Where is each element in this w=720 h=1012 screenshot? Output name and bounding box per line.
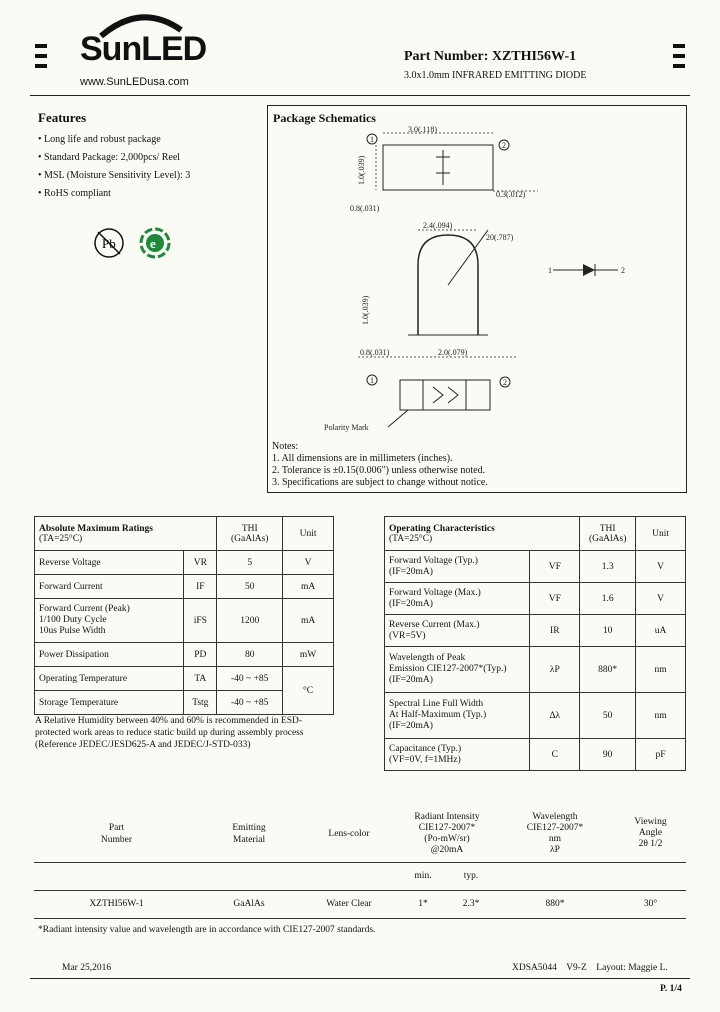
angle-cell: 30° [643,899,658,909]
circuit-pin-1: 1 [548,266,552,275]
part-selection-table [34,806,686,919]
op-char-val: 1.3 [580,551,636,583]
package-schematic-title: Package Schematics [273,111,376,125]
feature-item: • Standard Package: 2,000pcs/ Reel [38,149,190,167]
op-char-sym: λP [530,647,580,693]
op-char-param: Forward Voltage (Max.) (IF=20mA) [385,583,530,615]
callout-2: 2 [502,141,506,150]
callout-2-bottom: 2 [503,378,507,387]
note-item: 2. Tolerance is ±0.15(0.006") unless otherwise noted. [272,465,486,476]
feature-item: • Long life and robust package [38,131,190,149]
abs-max-val: 80 [217,643,283,667]
abs-max-sym: IF [184,575,217,599]
left-edge-bar [35,44,47,48]
radiant-footnote: *Radiant intensity value and wavelength are in accordance with CIE127-2007 standards. [38,925,376,935]
website-link[interactable]: www.SunLEDusa.com [80,76,189,88]
dim-top: 3.0(.118) [408,125,438,134]
humidity-note: A Relative Humidity between 40% and 60% is recommended in ESD-protected work areas to reduce static build up during assembly process (Reference JEDEC/JESD625-A and JEDEC/J-STD-033) [35,716,304,750]
feature-item: • MSL (Moisture Sensitivity Level): 3 [38,167,190,185]
op-char-sym: Δλ [530,693,580,739]
left-edge-bar [35,54,47,58]
material-cell: GaAlAs [233,899,265,909]
col-part-number: Part Number [100,822,133,845]
svg-text:e: e [150,236,156,251]
abs-max-val: 5 [217,551,283,575]
document-id: XDSA5044 V9-Z Layout: Maggie L. [512,963,668,973]
op-char-param: Spectral Line Full Width At Half-Maximum (Typ.) (IF=20mA) [385,693,530,739]
abs-max-col-unit: Unit [283,517,334,551]
op-char-val: 1.6 [580,583,636,615]
callout-1: 1 [370,135,374,144]
op-char-param: Forward Voltage (Typ.) (IF=20mA) [385,551,530,583]
pb-free-icon [92,226,126,260]
feature-item: • RoHS compliant [38,185,190,203]
notes-heading: Notes: [272,441,299,452]
brand-logo: SunLED [80,30,207,68]
op-char-unit: V [636,583,686,615]
op-char-val: 10 [580,615,636,647]
col-wavelength: Wavelength CIE127-2007* nm λP [526,811,584,855]
right-edge-bar [673,54,685,58]
op-char-col-unit: Unit [636,517,686,551]
wavelength-cell: 880* [545,899,565,909]
abs-max-header [35,517,217,551]
abs-max-unit: °C [283,667,334,715]
abs-max-val: -40 ~ +85 [217,667,283,691]
product-subtitle: 3.0x1.0mm INFRARED EMITTING DIODE [404,70,587,81]
abs-max-param: Power Dissipation [35,643,184,667]
rohs-icon [138,226,172,260]
abs-max-cond: (TA=25°C) [39,533,83,544]
abs-max-sym: PD [184,643,217,667]
abs-max-unit: mA [283,599,334,643]
dim-bottom-a: 0.8(.031) [360,348,390,357]
abs-max-sym: TA [184,667,217,691]
op-char-val: 50 [580,693,636,739]
abs-max-val: -40 ~ +85 [217,691,283,715]
radiant-typ-cell: 2.3* [462,899,480,909]
abs-max-sym: Tstg [184,691,217,715]
op-char-unit: nm [636,693,686,739]
op-char-sym: VF [530,583,580,615]
op-char-unit: pF [636,739,686,771]
op-char-sym: C [530,739,580,771]
op-char-sym: VF [530,551,580,583]
callout-1-bottom: 1 [370,376,374,385]
left-edge-bar [35,64,47,68]
note-item: 1. All dimensions are in millimeters (inches). [272,453,453,464]
op-char-param: Capacitance (Typ.) (VF=0V, f=1MHz) [385,739,530,771]
circuit-pin-2: 2 [621,266,625,275]
document-date: Mar 25,2016 [62,963,112,973]
features-title: Features [38,110,87,125]
header-divider [30,95,690,96]
col-min: min. [414,871,432,881]
abs-max-sym: VR [184,551,217,575]
op-char-col-thi: THI (GaAlAs) [580,517,636,551]
op-char-param: Wavelength of Peak Emission CIE127-2007*(Typ.) (IF=20mA) [385,647,530,693]
abs-max-sym: iFS [184,599,217,643]
col-radiant-intensity: Radiant Intensity CIE127-2007* (Po-mW/sr) @20mA [414,811,480,855]
abs-max-param: Forward Current (Peak) 1/100 Duty Cycle 10us Pulse Width [35,599,184,643]
lens-cell: Water Clear [326,899,372,909]
abs-max-param: Forward Current [35,575,184,599]
dim-tilt: 20(.787) [486,233,514,242]
col-lens-color: Lens-color [328,828,370,839]
schematic-notes [272,441,488,489]
col-typ: typ. [463,871,479,881]
polarity-mark-label: Polarity Mark [324,423,369,432]
abs-max-unit: mA [283,575,334,599]
radiant-min-cell: 1* [418,899,428,909]
abs-max-unit: mW [283,643,334,667]
dim-vert: 1.0(.039) [361,295,370,325]
dim-bottom-b: 2.0(.079) [438,348,468,357]
op-char-val: 880* [580,647,636,693]
op-char-unit: uA [636,615,686,647]
absolute-max-ratings-table [34,516,334,715]
operating-characteristics-table [384,516,686,771]
abs-max-title: Absolute Maximum Ratings [39,523,154,534]
op-char-val: 90 [580,739,636,771]
abs-max-col-thi: THI (GaAlAs) [217,517,283,551]
op-char-header [385,517,580,551]
footer-divider [30,978,690,979]
op-char-unit: nm [636,647,686,693]
package-schematic-drawing [268,125,686,435]
col-emitting-material: Emitting Material [232,822,266,845]
dim-side: 0.8(.031) [350,204,380,213]
abs-max-param: Storage Temperature [35,691,184,715]
abs-max-val: 50 [217,575,283,599]
abs-max-val: 1200 [217,599,283,643]
abs-max-param: Operating Temperature [35,667,184,691]
op-char-unit: V [636,551,686,583]
col-viewing-angle: Viewing Angle 2θ 1/2 [634,817,667,850]
part-number-title: Part Number: XZTHI56W-1 [404,49,577,64]
dim-arc: 2.4(.094) [423,221,453,230]
features-list [38,131,190,203]
svg-text:Pb: Pb [102,236,116,251]
dim-left: 1.0(.039) [357,155,366,185]
right-edge-bar [673,64,685,68]
dim-right: 0.3(.012) [496,190,526,199]
op-char-param: Reverse Current (Max.) (VR=5V) [385,615,530,647]
op-char-sym: IR [530,615,580,647]
op-char-cond: (TA=25°C) [389,533,433,544]
op-char-title: Operating Characteristics [389,523,495,534]
abs-max-param: Reverse Voltage [35,551,184,575]
right-edge-bar [673,44,685,48]
abs-max-unit: V [283,551,334,575]
page-number: P. 1/4 [660,984,682,994]
part-number-cell: XZTHI56W-1 [89,899,144,909]
note-item: 3. Specifications are subject to change without notice. [272,477,488,488]
